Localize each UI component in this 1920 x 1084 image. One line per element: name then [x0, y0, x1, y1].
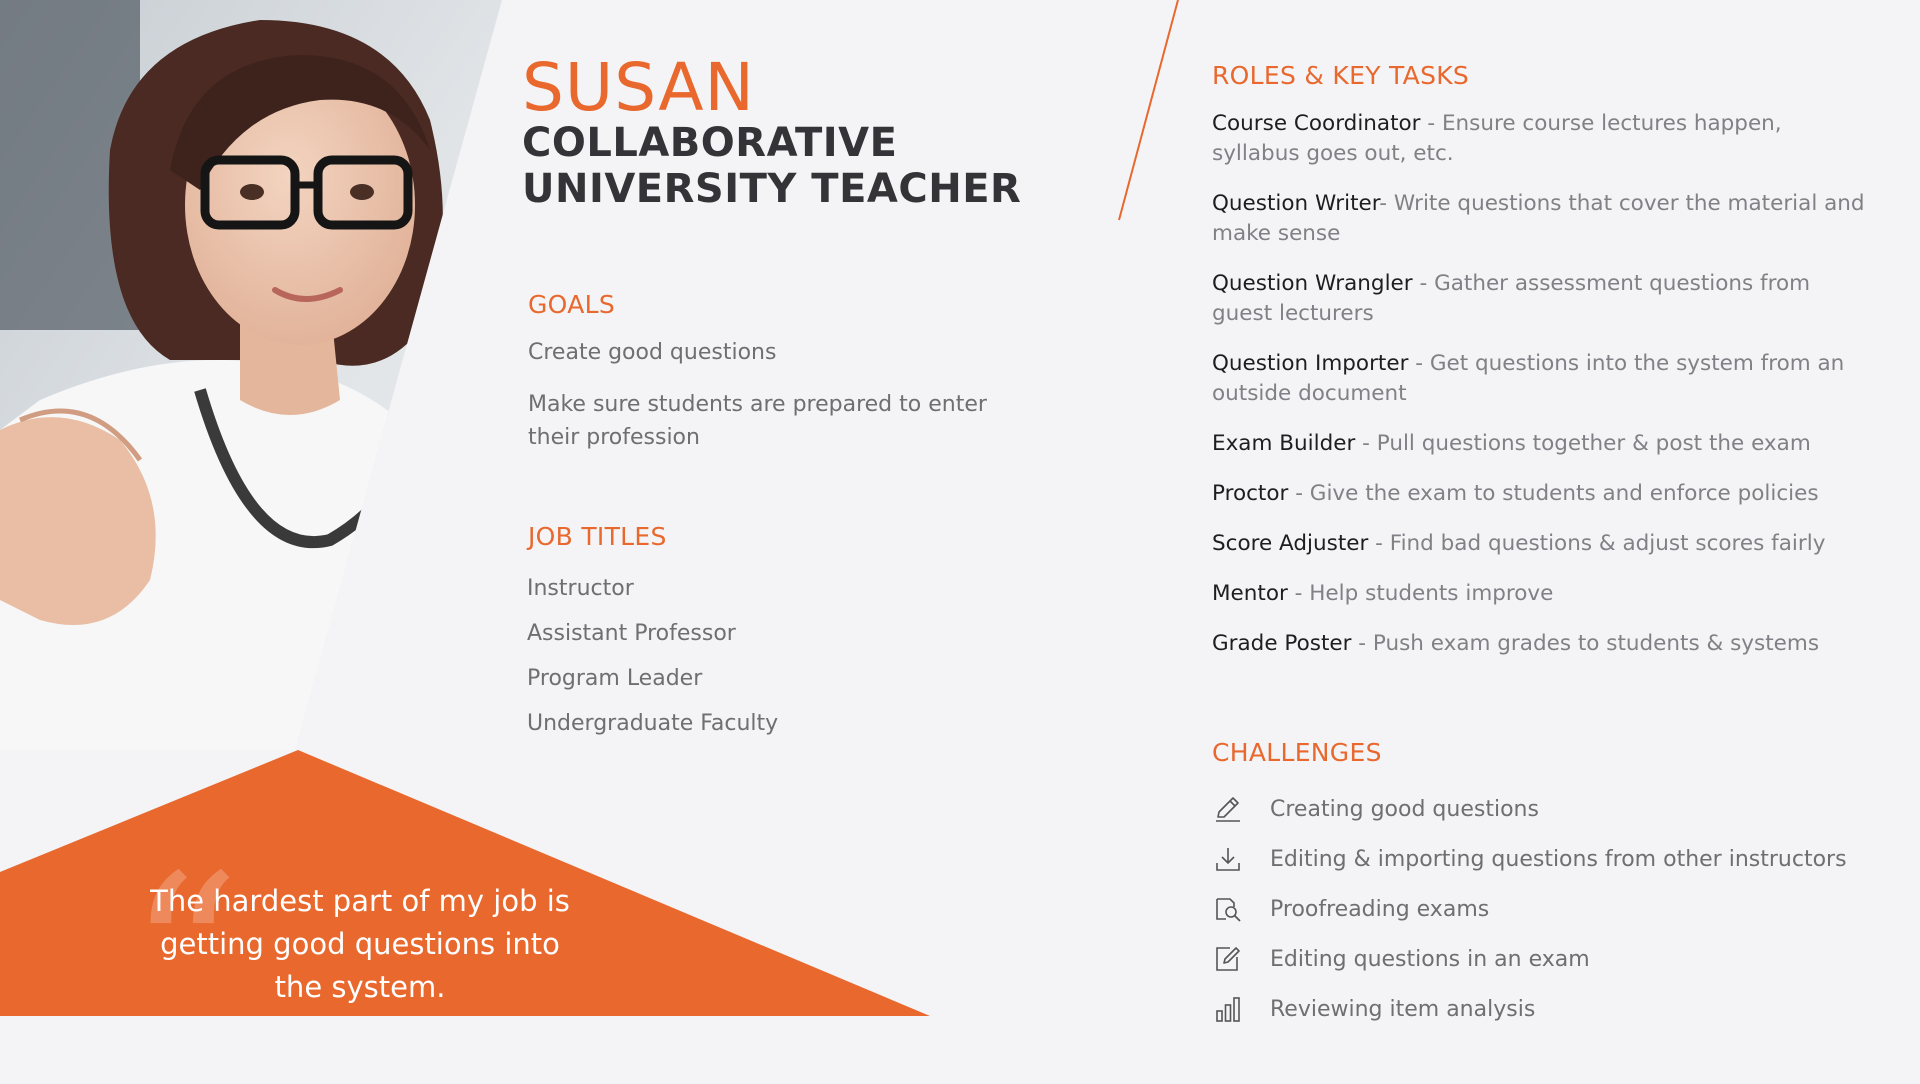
role-name: Grade Poster	[1212, 631, 1352, 656]
challenge-text: Creating good questions	[1270, 796, 1539, 822]
roles-heading: ROLES & KEY TASKS	[1212, 61, 1470, 90]
goal-item: Make sure students are prepared to enter their profession	[528, 392, 987, 450]
challenges-heading: CHALLENGES	[1212, 738, 1382, 767]
document-search-icon	[1212, 893, 1244, 925]
job-titles-heading: JOB TITLES	[528, 522, 667, 551]
role-task: Gather assessment questions from guest lecturers	[1212, 271, 1811, 326]
challenge-item	[1212, 934, 1912, 984]
role-task: Ensure course lectures happen, syllabus goes out, etc.	[1212, 111, 1782, 166]
role-task: Help students improve	[1309, 581, 1554, 606]
challenge-item	[1212, 984, 1912, 1034]
role-separator: -	[1287, 581, 1310, 606]
role-separator: -	[1412, 271, 1435, 296]
job-title-item: Instructor	[527, 576, 634, 601]
quote-mark-icon: “	[128, 828, 241, 1084]
role-task: Write questions that cover the material and make sense	[1212, 191, 1865, 246]
challenge-text: Reviewing item analysis	[1270, 996, 1536, 1022]
challenge-item	[1212, 784, 1912, 834]
goal-item: Create good questions	[528, 340, 777, 365]
persona-name: SUSAN	[522, 49, 755, 126]
role-item	[1212, 189, 1872, 249]
role-item	[1212, 429, 1872, 459]
role-name: Course Coordinator	[1212, 111, 1421, 136]
role-task: Push exam grades to students & systems	[1372, 631, 1820, 656]
challenge-item	[1212, 884, 1912, 934]
challenge-text: Editing & importing questions from other instructors	[1270, 846, 1847, 872]
goals-heading: GOALS	[528, 290, 616, 319]
role-task: Give the exam to students and enforce policies	[1309, 481, 1819, 506]
bar-chart-icon	[1212, 993, 1244, 1025]
job-title-item: Undergraduate Faculty	[527, 711, 779, 736]
challenge-item	[1212, 834, 1912, 884]
role-separator: -	[1420, 111, 1442, 136]
role-task: Find bad questions & adjust scores fairly	[1389, 531, 1826, 556]
role-item	[1212, 109, 1872, 169]
role-separator: -	[1379, 191, 1394, 216]
role-separator: -	[1351, 631, 1373, 656]
role-task: Pull questions together & post the exam	[1376, 431, 1811, 456]
role-item	[1212, 529, 1872, 559]
persona-title: COLLABORATIVE UNIVERSITY TEACHER	[522, 120, 1022, 212]
job-titles-list	[527, 572, 778, 752]
role-separator: -	[1408, 351, 1430, 376]
role-name: Score Adjuster	[1212, 531, 1369, 556]
role-name: Proctor	[1212, 481, 1289, 506]
role-separator: -	[1368, 531, 1390, 556]
role-separator: -	[1288, 481, 1310, 506]
role-item	[1212, 269, 1872, 329]
role-name: Question Wrangler	[1212, 271, 1413, 296]
pencil-icon	[1212, 793, 1244, 825]
job-title-item: Assistant Professor	[527, 621, 736, 646]
role-name: Exam Builder	[1212, 431, 1356, 456]
download-icon	[1212, 843, 1244, 875]
role-item	[1212, 479, 1872, 509]
challenge-text: Proofreading exams	[1270, 896, 1490, 922]
role-name: Question Importer	[1212, 351, 1409, 376]
role-item	[1212, 629, 1872, 659]
role-item	[1212, 579, 1872, 609]
role-item	[1212, 349, 1872, 409]
role-name: Question Writer	[1212, 191, 1380, 216]
challenge-text: Editing questions in an exam	[1270, 946, 1590, 972]
roles-list	[1212, 109, 1872, 679]
challenges-list	[1212, 784, 1912, 1034]
role-name: Mentor	[1212, 581, 1288, 606]
job-title-item: Program Leader	[527, 666, 703, 691]
persona-quote: The hardest part of my job is getting good questions into the system.	[150, 884, 570, 1004]
goals-list	[528, 336, 1008, 473]
edit-document-icon	[1212, 943, 1244, 975]
role-task: Get questions into the system from an outside document	[1212, 351, 1845, 406]
role-separator: -	[1355, 431, 1377, 456]
